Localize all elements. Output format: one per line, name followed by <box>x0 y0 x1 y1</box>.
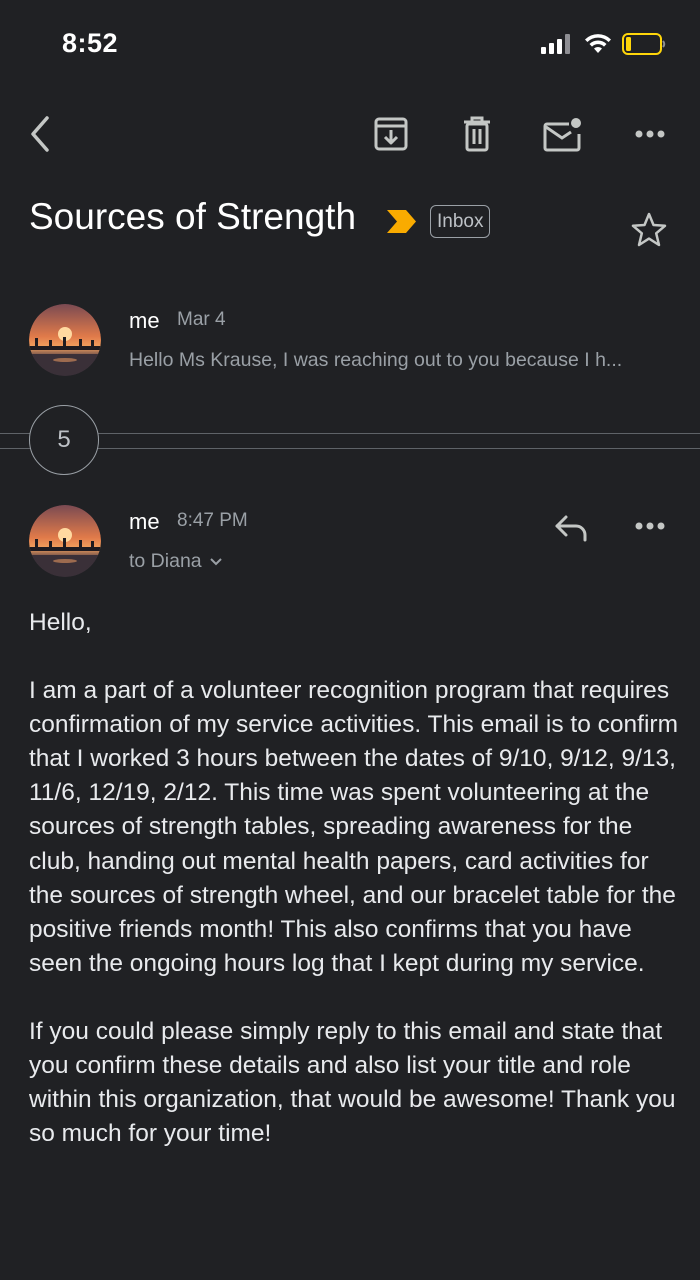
archive-button[interactable] <box>371 114 411 154</box>
back-icon <box>27 115 53 153</box>
star-icon[interactable] <box>630 211 668 249</box>
chevron-down-icon <box>210 558 222 566</box>
trash-icon <box>462 116 492 152</box>
thread-subject: Sources of Strength <box>29 196 357 237</box>
sender-name: me <box>129 308 160 333</box>
back-button[interactable] <box>20 114 60 154</box>
avatar <box>29 505 101 577</box>
importance-marker-icon[interactable] <box>385 208 418 235</box>
mark-unread-button[interactable] <box>543 114 583 154</box>
collapsed-divider-top <box>0 433 700 434</box>
sender-name: me <box>129 509 160 534</box>
collapsed-messages-count[interactable]: 5 <box>29 405 99 475</box>
more-icon <box>635 522 665 530</box>
mark-unread-icon <box>543 116 583 152</box>
inbox-label[interactable]: Inbox <box>430 205 490 238</box>
recipient-details-toggle[interactable] <box>129 550 222 573</box>
collapsed-message[interactable] <box>0 290 700 390</box>
reply-button[interactable] <box>551 508 591 548</box>
body-greeting: Hello, <box>29 609 92 636</box>
collapsed-divider-bottom <box>0 448 700 449</box>
archive-icon <box>374 117 408 151</box>
reply-icon <box>554 514 588 542</box>
body-paragraph: I am a part of a volunteer recognition program that requires confirmation of my service activities. This email is to confirm that I worked 3 hours between the dates of 9/10, 9/12, 9/13, 11/6, 12/19, 2/12. This time was spent volunteering at the sources of strength tables, spreading awareness for the club, handing out mental health papers, card activities for the sources of strength wheel, and our bracelet table for the positive friends month! This also confirms that you have seen the ongoing hours log that I kept during my service. <box>29 677 678 977</box>
message-time: 8:47 PM <box>177 510 248 531</box>
cellular-signal-icon <box>541 34 573 54</box>
message-more-button[interactable] <box>630 506 670 546</box>
more-icon <box>635 130 665 138</box>
avatar <box>29 304 101 376</box>
recipient-text: to Diana <box>129 550 202 572</box>
wifi-icon <box>583 31 613 55</box>
body-paragraph: If you could please simply reply to this email and state that you confirm these details and also list your title and role within this organization, that would be awesome! Thank you so much for your time! <box>29 1017 676 1148</box>
status-time: 8:52 <box>62 28 119 58</box>
more-options-button[interactable] <box>630 114 670 154</box>
delete-button[interactable] <box>457 114 497 154</box>
message-body <box>29 606 679 1185</box>
message-date: Mar 4 <box>177 309 226 330</box>
battery-low-icon <box>622 33 666 55</box>
message-snippet: Hello Ms Krause, I was reaching out to you because I h... <box>129 349 623 371</box>
